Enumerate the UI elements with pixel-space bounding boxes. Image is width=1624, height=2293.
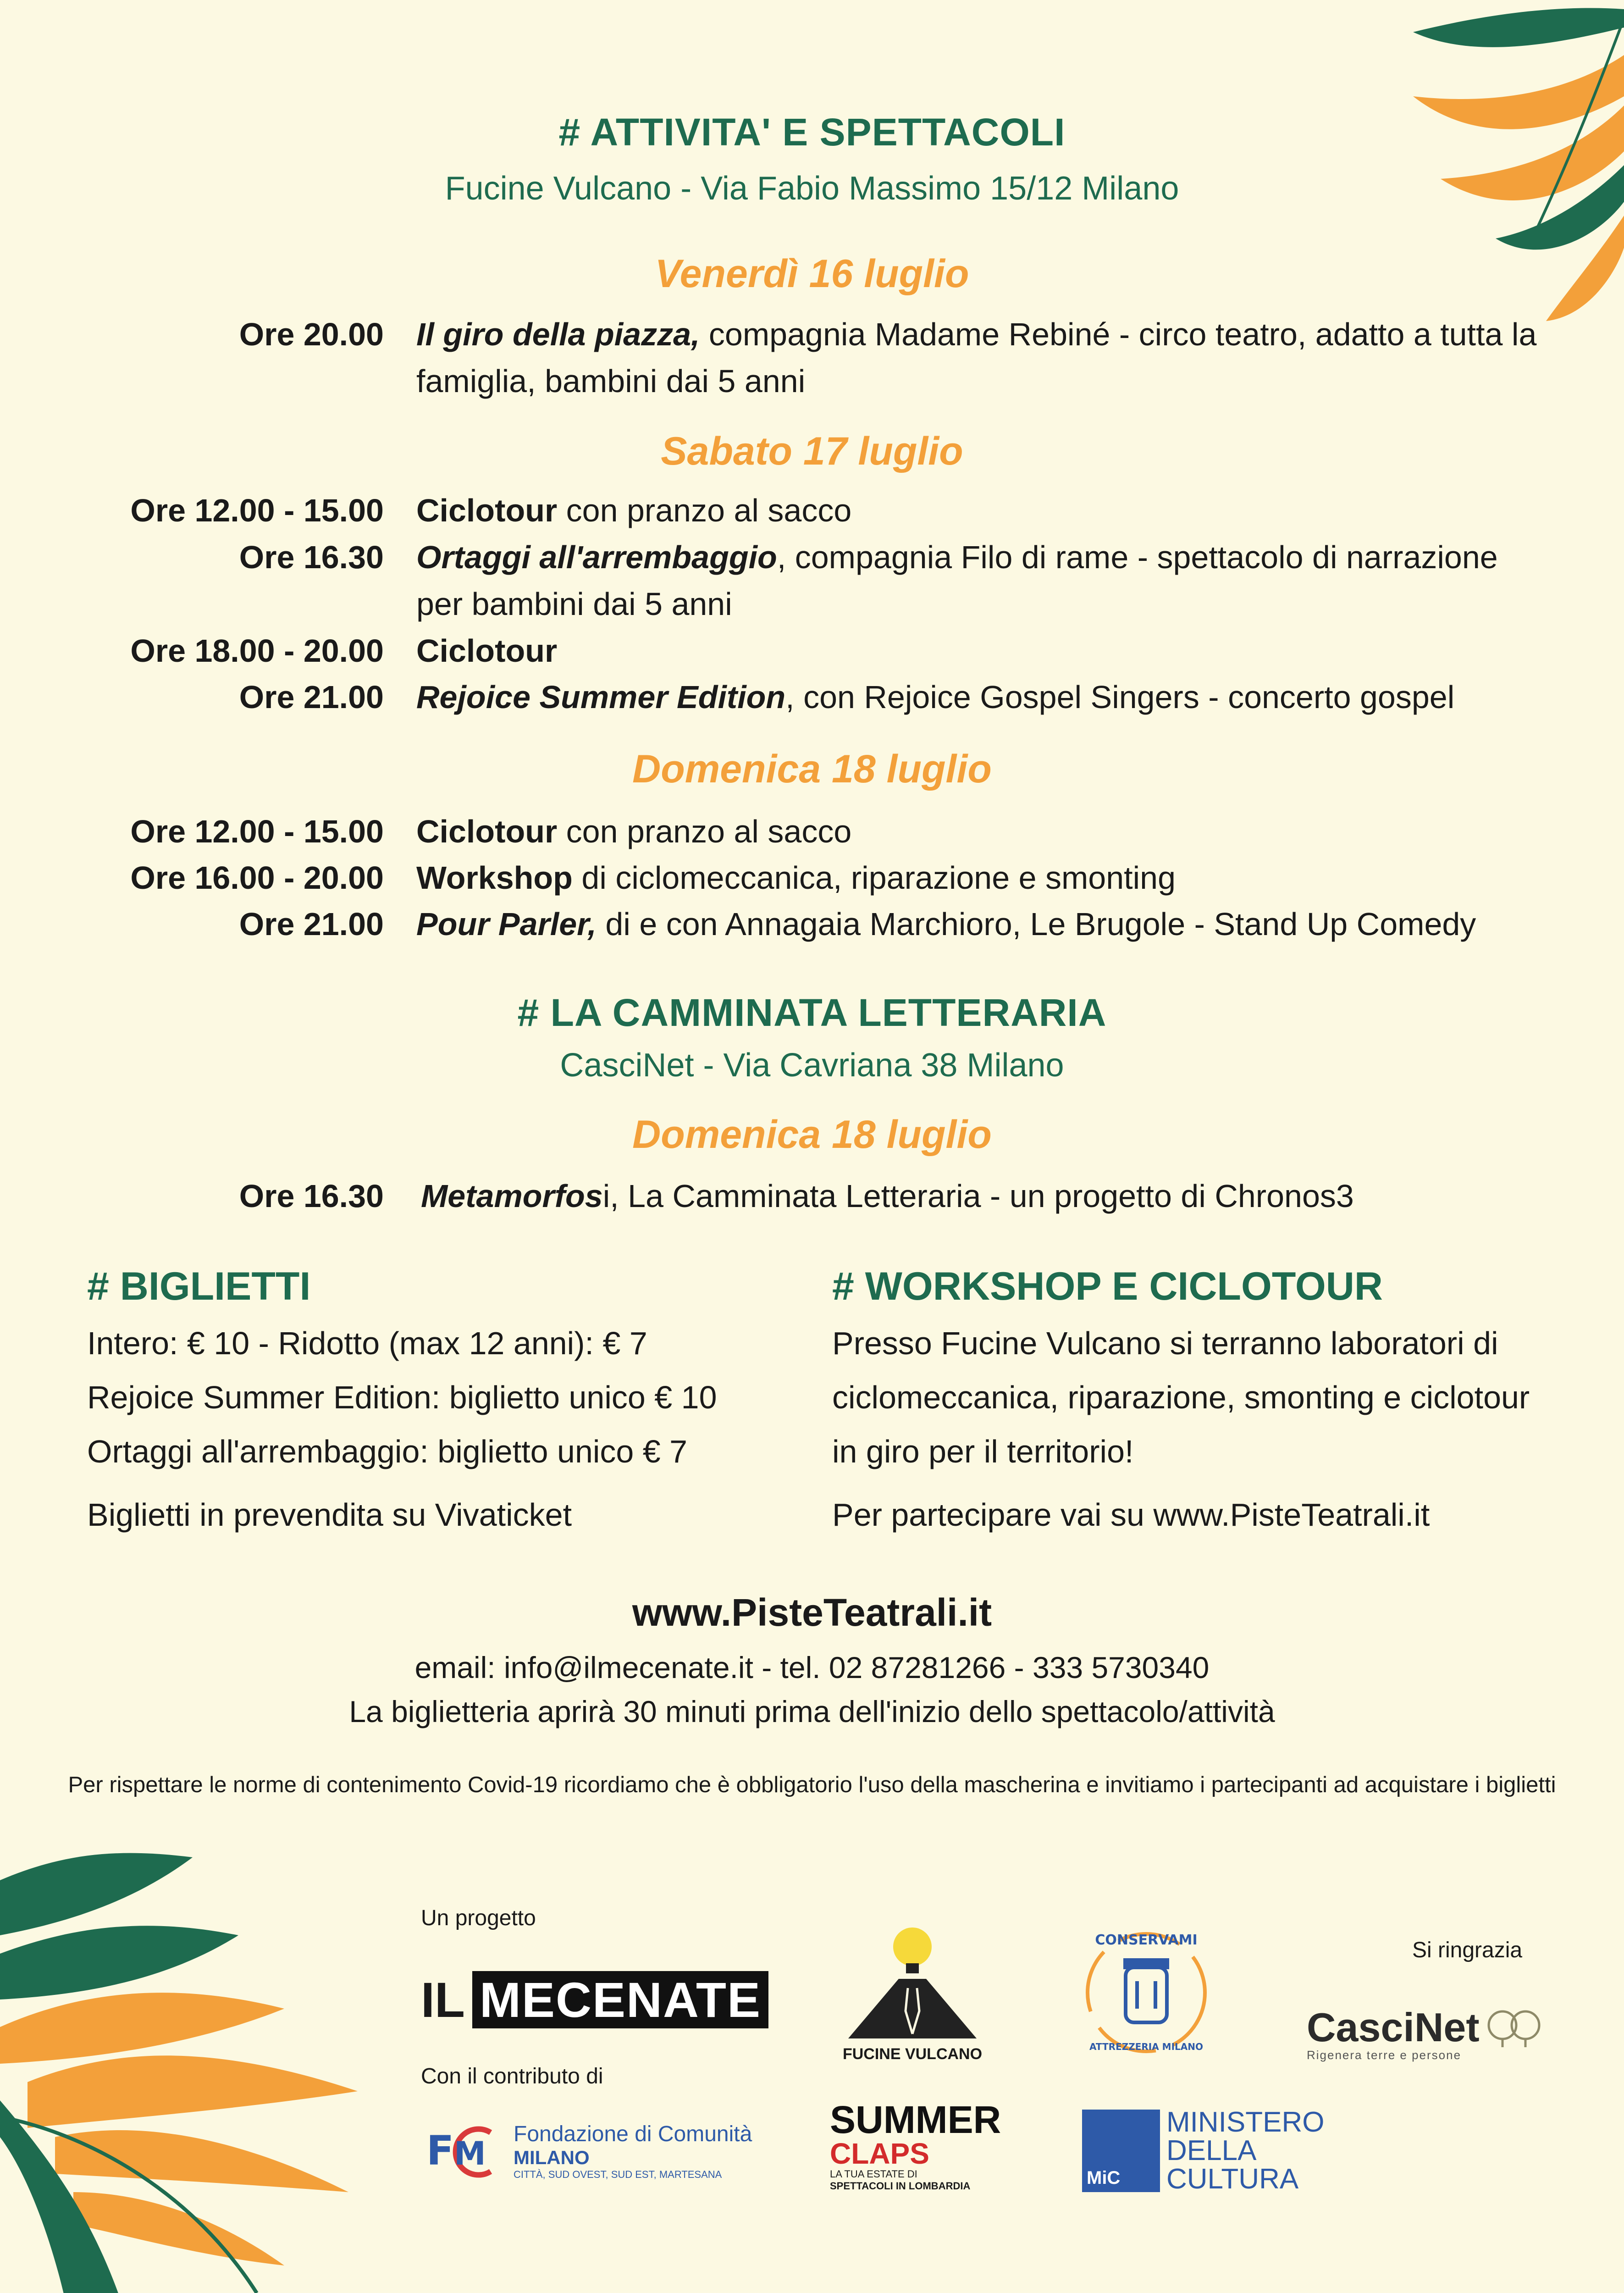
ministero-line-1: MINISTERO bbox=[1166, 2106, 1325, 2138]
event-title: Ciclotour bbox=[416, 493, 558, 528]
fcm-city: MILANO bbox=[514, 2146, 590, 2168]
jar-tools-icon bbox=[1080, 1926, 1213, 2059]
event-title: Il giro della piazza, bbox=[416, 316, 700, 352]
summer-tagline-1: LA TUA ESTATE DI bbox=[830, 2168, 917, 2180]
logo-cascinet bbox=[1307, 2004, 1545, 2068]
ticket-presale: Biglietti in prevendita su Vivaticket bbox=[87, 1497, 572, 1533]
venue-fucine-vulcano: Fucine Vulcano - Via Fabio Massimo 15/12 Milano bbox=[445, 170, 1179, 207]
day-title-domenica: Domenica 18 luglio bbox=[632, 747, 992, 791]
contacts-line: email: info@ilmecenate.it - tel. 02 87281266 - 333 5730340 bbox=[414, 1651, 1210, 1684]
fcm-icon bbox=[426, 2119, 504, 2183]
fucine-vulcano-text: FUCINE VULCANO bbox=[842, 2045, 983, 2063]
event-desc: con pranzo al sacco bbox=[557, 814, 852, 849]
leaf-decoration-bottom-left bbox=[0, 1844, 385, 2293]
day-title-domenica-camminata: Domenica 18 luglio bbox=[632, 1113, 992, 1157]
logo-summer-claps bbox=[830, 2100, 1004, 2201]
event-time: Ore 21.00 bbox=[239, 906, 384, 942]
mic-text: MiC bbox=[1087, 2168, 1121, 2188]
event-title: Workshop bbox=[416, 860, 573, 896]
event-time: Ore 12.00 - 15.00 bbox=[130, 814, 384, 849]
event-title: Ortaggi all'arrembaggio bbox=[416, 539, 777, 575]
svg-text:F: F bbox=[426, 2127, 454, 2174]
event-time: Ore 16.00 - 20.00 bbox=[130, 860, 384, 896]
event-desc: i, La Camminata Letteraria - un progetto di Chronos3 bbox=[602, 1178, 1354, 1214]
event-desc: , con Rejoice Gospel Singers - concerto gospel bbox=[785, 679, 1455, 715]
logo-conservami bbox=[1080, 1926, 1213, 2064]
summer-tagline-2: SPETTACOLI IN LOMBARDIA bbox=[830, 2180, 971, 2192]
tickets-section bbox=[87, 1257, 802, 1542]
ticket-office-note: La biglietteria aprirà 30 minuti prima dell'inizio dello spettacolo/attività bbox=[349, 1695, 1275, 1728]
event-desc: di e con Annagaia Marchioro, Le Brugole - Stand Up Comedy bbox=[596, 906, 1476, 942]
conservami-bottom-text: ATTREZZERIA MILANO bbox=[1089, 2041, 1203, 2052]
website-link[interactable]: www.PisteTeatrali.it bbox=[632, 1591, 992, 1634]
workshop-link[interactable]: Per partecipare vai su www.PisteTeatrali.it bbox=[832, 1497, 1430, 1533]
event-time: Ore 16.30 bbox=[239, 1178, 384, 1214]
tree-icon bbox=[1484, 2007, 1544, 2048]
event-desc: compagnia Madame Rebiné - circo teatro, adatto a tutta la famiglia, bambini dai 5 anni bbox=[416, 316, 1537, 399]
event-desc: con pranzo al sacco bbox=[557, 493, 852, 528]
cascinet-text: CasciNet bbox=[1307, 2005, 1480, 2050]
workshop-section bbox=[832, 1257, 1547, 1542]
day-title-venerdi: Venerdì 16 luglio bbox=[655, 252, 969, 296]
event-time: Ore 18.00 - 20.00 bbox=[130, 633, 384, 669]
mic-emblem bbox=[1082, 2110, 1160, 2192]
event-title: Metamorfos bbox=[421, 1178, 603, 1214]
venue-cascinet: CasciNet - Via Cavriana 38 Milano bbox=[560, 1047, 1064, 1084]
event-desc: di ciclomeccanica, riparazione e smonting bbox=[572, 860, 1176, 896]
volcano-bulb-icon bbox=[825, 1919, 1000, 2043]
summer-text: SUMMER bbox=[830, 2098, 1001, 2141]
logo-il-text: IL bbox=[421, 1972, 465, 2027]
section-title-camminata: # LA CAMMINATA LETTERARIA bbox=[517, 991, 1107, 1034]
cascinet-tagline: Rigenera terre e persone bbox=[1307, 2048, 1462, 2062]
event-time: Ore 20.00 bbox=[239, 316, 384, 352]
ticket-line: Rejoice Summer Edition: biglietto unico € 10 bbox=[87, 1379, 717, 1415]
logo-mecenate-text: MECENATE bbox=[472, 1971, 768, 2028]
logo-fondazione-comunita bbox=[426, 2116, 793, 2185]
project-label: Un progetto bbox=[421, 1906, 536, 1930]
logo-il-mecenate bbox=[421, 1967, 768, 2032]
tickets-title: # BIGLIETTI bbox=[87, 1264, 311, 1308]
covid-note: Per rispettare le norme di contenimento Covid-19 ricordiamo che è obbligatorio l'uso della mascherina e invitiamo i partecipanti ad acquistare i biglietti bbox=[68, 1772, 1556, 1797]
event-title: Ciclotour bbox=[416, 814, 558, 849]
event-title: Pour Parler, bbox=[416, 906, 597, 942]
event-desc: , compagnia Filo di rame - spettacolo di narrazione per bambini dai 5 anni bbox=[416, 539, 1498, 622]
svg-text:M: M bbox=[454, 2135, 486, 2172]
event-time: Ore 16.30 bbox=[239, 539, 384, 575]
logo-fucine-vulcano bbox=[825, 1919, 1000, 2066]
event-title: Rejoice Summer Edition bbox=[416, 679, 786, 715]
claps-text: CLAPS bbox=[830, 2137, 929, 2170]
contrib-label: Con il contributo di bbox=[421, 2064, 603, 2088]
fcm-area: CITTÀ, SUD OVEST, SUD EST, MARTESANA bbox=[514, 2168, 722, 2180]
thanks-label: Si ringrazia bbox=[1412, 1938, 1523, 1962]
day-title-sabato: Sabato 17 luglio bbox=[661, 429, 963, 473]
logo-ministero-cultura bbox=[1082, 2105, 1339, 2197]
workshop-text: Presso Fucine Vulcano si terranno laboratori di ciclomeccanica, riparazione, smonting e ciclotour in giro per il territorio! bbox=[832, 1325, 1530, 1469]
event-time: Ore 21.00 bbox=[239, 679, 384, 715]
ticket-line: Intero: € 10 - Ridotto (max 12 anni): € 7 bbox=[87, 1325, 647, 1361]
workshop-title: # WORKSHOP E CICLOTOUR bbox=[832, 1264, 1383, 1308]
event-title: Ciclotour bbox=[416, 633, 558, 669]
ministero-line-3: CULTURA bbox=[1166, 2163, 1299, 2195]
ministero-line-2: DELLA bbox=[1166, 2135, 1257, 2166]
fcm-name: Fondazione di Comunità bbox=[514, 2121, 752, 2146]
ticket-line: Ortaggi all'arrembaggio: biglietto unico € 7 bbox=[87, 1434, 688, 1469]
section-title-activities: # ATTIVITA' E SPETTACOLI bbox=[558, 111, 1066, 154]
event-time: Ore 12.00 - 15.00 bbox=[130, 493, 384, 528]
conservami-top-text: CONSERVAMI bbox=[1095, 1932, 1198, 1948]
